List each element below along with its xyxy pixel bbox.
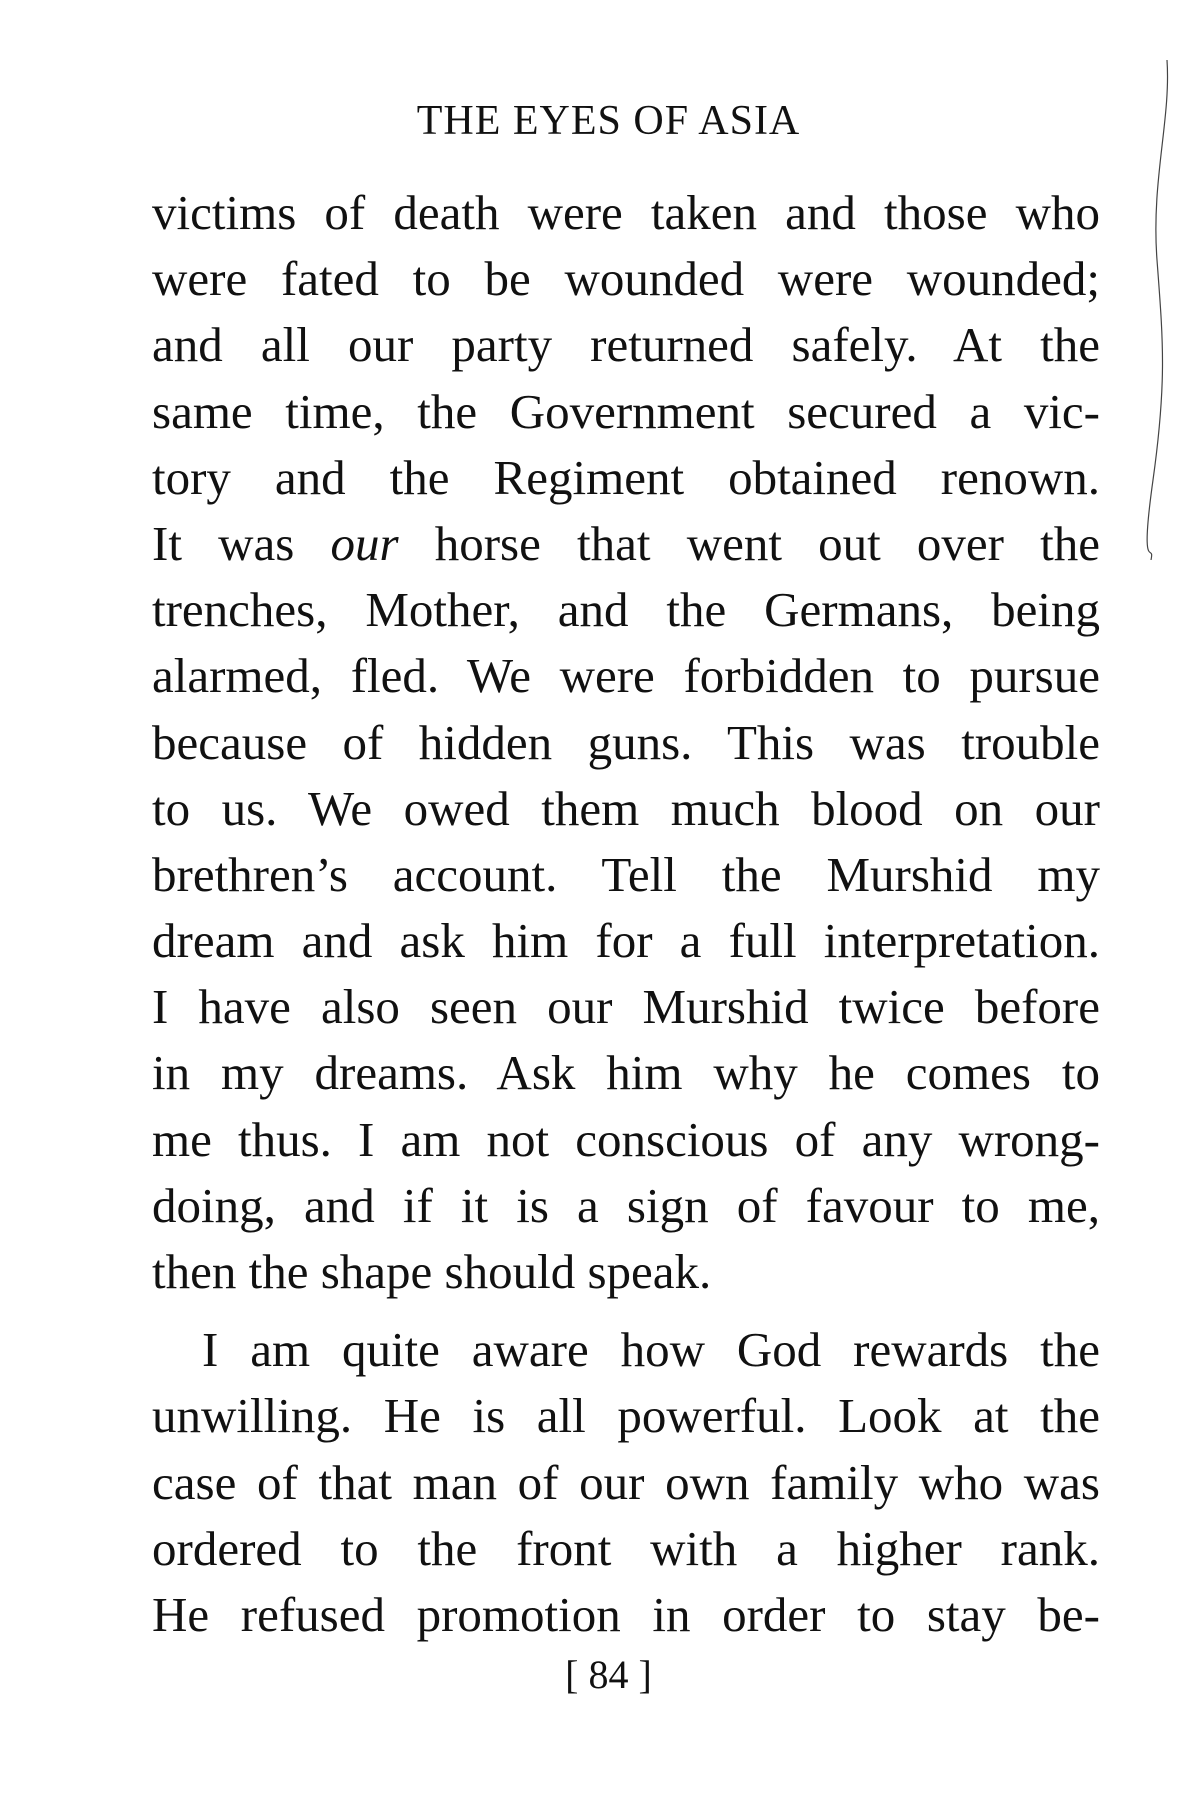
- text-line: me thus. I am not conscious of any wrong-: [152, 1111, 1100, 1167]
- text-line: I have also seen our Murshid twice before: [152, 979, 1100, 1035]
- text-line: tory and the Regiment obtained renown.: [152, 449, 1100, 505]
- text-line: dream and ask him for a full interpretation.: [152, 913, 1100, 969]
- text-line: It was our horse that went out over the: [152, 515, 1100, 571]
- text-line: unwilling. He is all powerful. Look at the: [152, 1388, 1100, 1444]
- text-line: case of that man of our own family who was: [152, 1454, 1100, 1510]
- text-line: then the shape should speak.: [152, 1244, 712, 1299]
- text-line: I am quite aware how God rewards the: [202, 1322, 1100, 1378]
- paragraph-gap: [152, 1305, 1100, 1317]
- text-line: alarmed, fled. We were forbidden to pursue: [152, 648, 1100, 704]
- text-line: because of hidden guns. This was trouble: [152, 714, 1100, 770]
- text-line: ordered to the front with a higher rank.: [152, 1520, 1100, 1576]
- text-line: He refused promotion in order to stay be-: [152, 1586, 1100, 1642]
- running-head: THE EYES OF ASIA: [416, 98, 801, 144]
- text-line: to us. We owed them much blood on our: [152, 780, 1100, 836]
- text-line: brethren’s account. Tell the Murshid my: [152, 846, 1100, 902]
- text-line: victims of death were taken and those who: [152, 185, 1100, 240]
- page-number: [ 84 ]: [565, 1652, 652, 1697]
- text-line: in my dreams. Ask him why he comes to: [152, 1045, 1100, 1101]
- text-line: trenches, Mother, and the Germans, being: [152, 582, 1100, 638]
- text-line: were fated to be wounded were wounded;: [152, 251, 1100, 307]
- page-edge-mark: [1137, 60, 1177, 560]
- text-line: same time, the Government secured a vic-: [152, 383, 1100, 439]
- italic-emphasis: our: [330, 515, 399, 571]
- body-text: [152, 180, 1100, 1648]
- text-line: and all our party returned safely. At the: [152, 317, 1100, 373]
- text-line: doing, and if it is a sign of favour to me,: [152, 1177, 1100, 1233]
